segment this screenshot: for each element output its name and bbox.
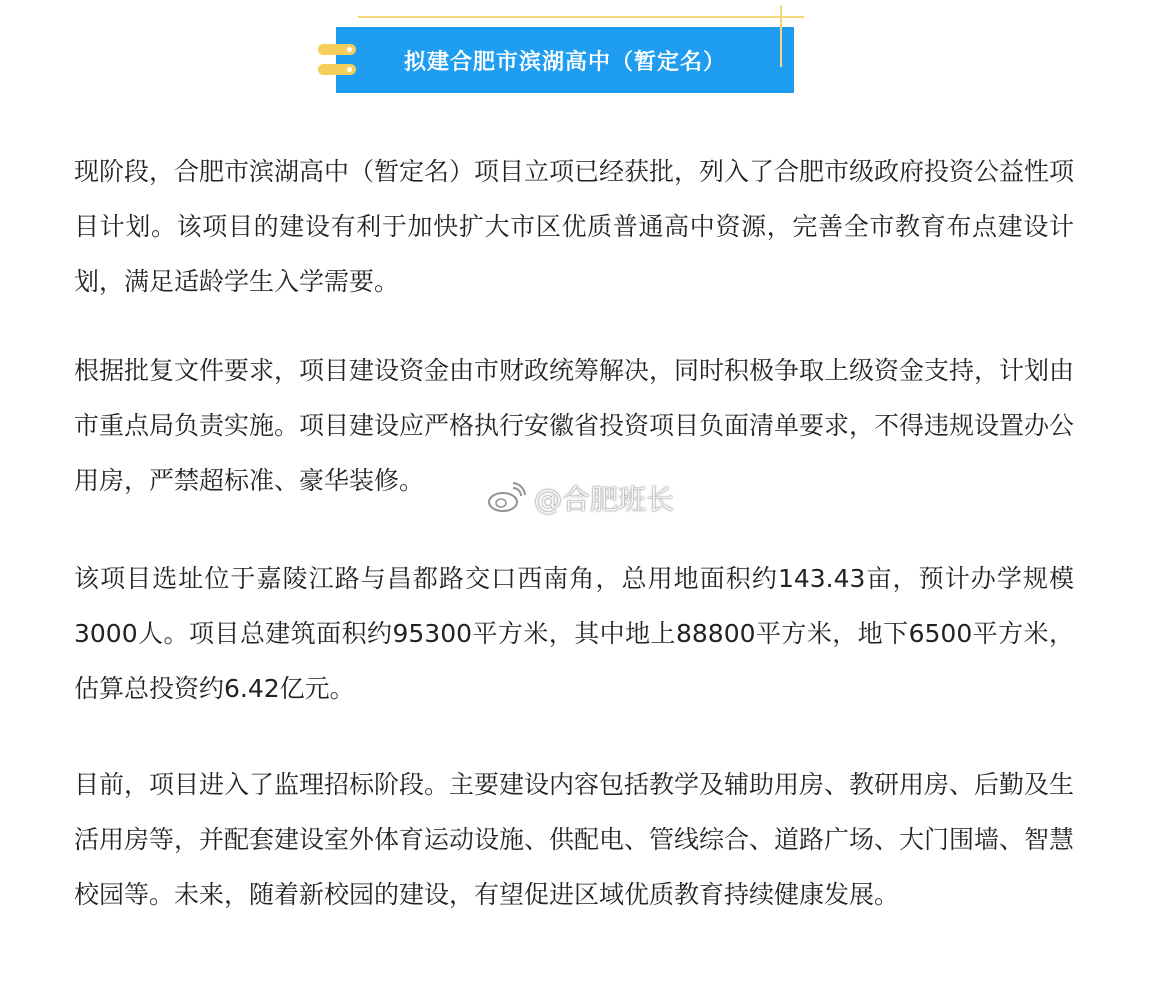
paragraph-2: 根据批复文件要求，项目建设资金由市财政统筹解决，同时积极争取上级资金支持，计划由市重点局负责实施。项目建设应严格执行安徽省投资项目负面清单要求，不得违规设置办公用房，严禁超标准、豪华装修。 (74, 356, 1075, 495)
double-pill-icon (318, 44, 358, 78)
watermark (486, 478, 674, 518)
paragraph-3: 该项目选址位于嘉陵江路与昌都路交口西南角，总用地面积约143.43亩，预计办学规模3000人。项目总建筑面积约95300平方米，其中地上88800平方米，地下6500平方米，估算总投资约6.42亿元。 (74, 564, 1074, 703)
pill-shape-top (318, 44, 356, 55)
pill-dot (347, 67, 352, 72)
header-banner (0, 0, 1165, 110)
pill-shape-bottom (318, 64, 356, 75)
paragraph-1: 现阶段，合肥市滨湖高中（暂定名）项目立项已经获批，列入了合肥市级政府投资公益性项目计划。该项目的建设有利于加快扩大市区优质普通高中资源，完善全市教育布点建设计划，满足适龄学生入学需要。 (74, 157, 1075, 296)
pill-dot (347, 47, 352, 52)
paragraph-4: 目前，项目进入了监理招标阶段。主要建设内容包括教学及辅助用房、教研用房、后勤及生活用房等，并配套建设室外体育运动设施、供配电、管线综合、道路广场、大门围墙、智慧校园等。未来，随着新校园的建设，有望促进区域优质教育持续健康发展。 (74, 770, 1075, 909)
title-box (336, 27, 794, 93)
decorative-line-vertical (780, 5, 782, 67)
decorative-line-horizontal (358, 16, 804, 18)
page-title: 拟建合肥市滨湖高中（暂定名） (403, 49, 726, 75)
weibo-icon (486, 482, 526, 514)
watermark-text: @合肥班长 (534, 483, 675, 516)
